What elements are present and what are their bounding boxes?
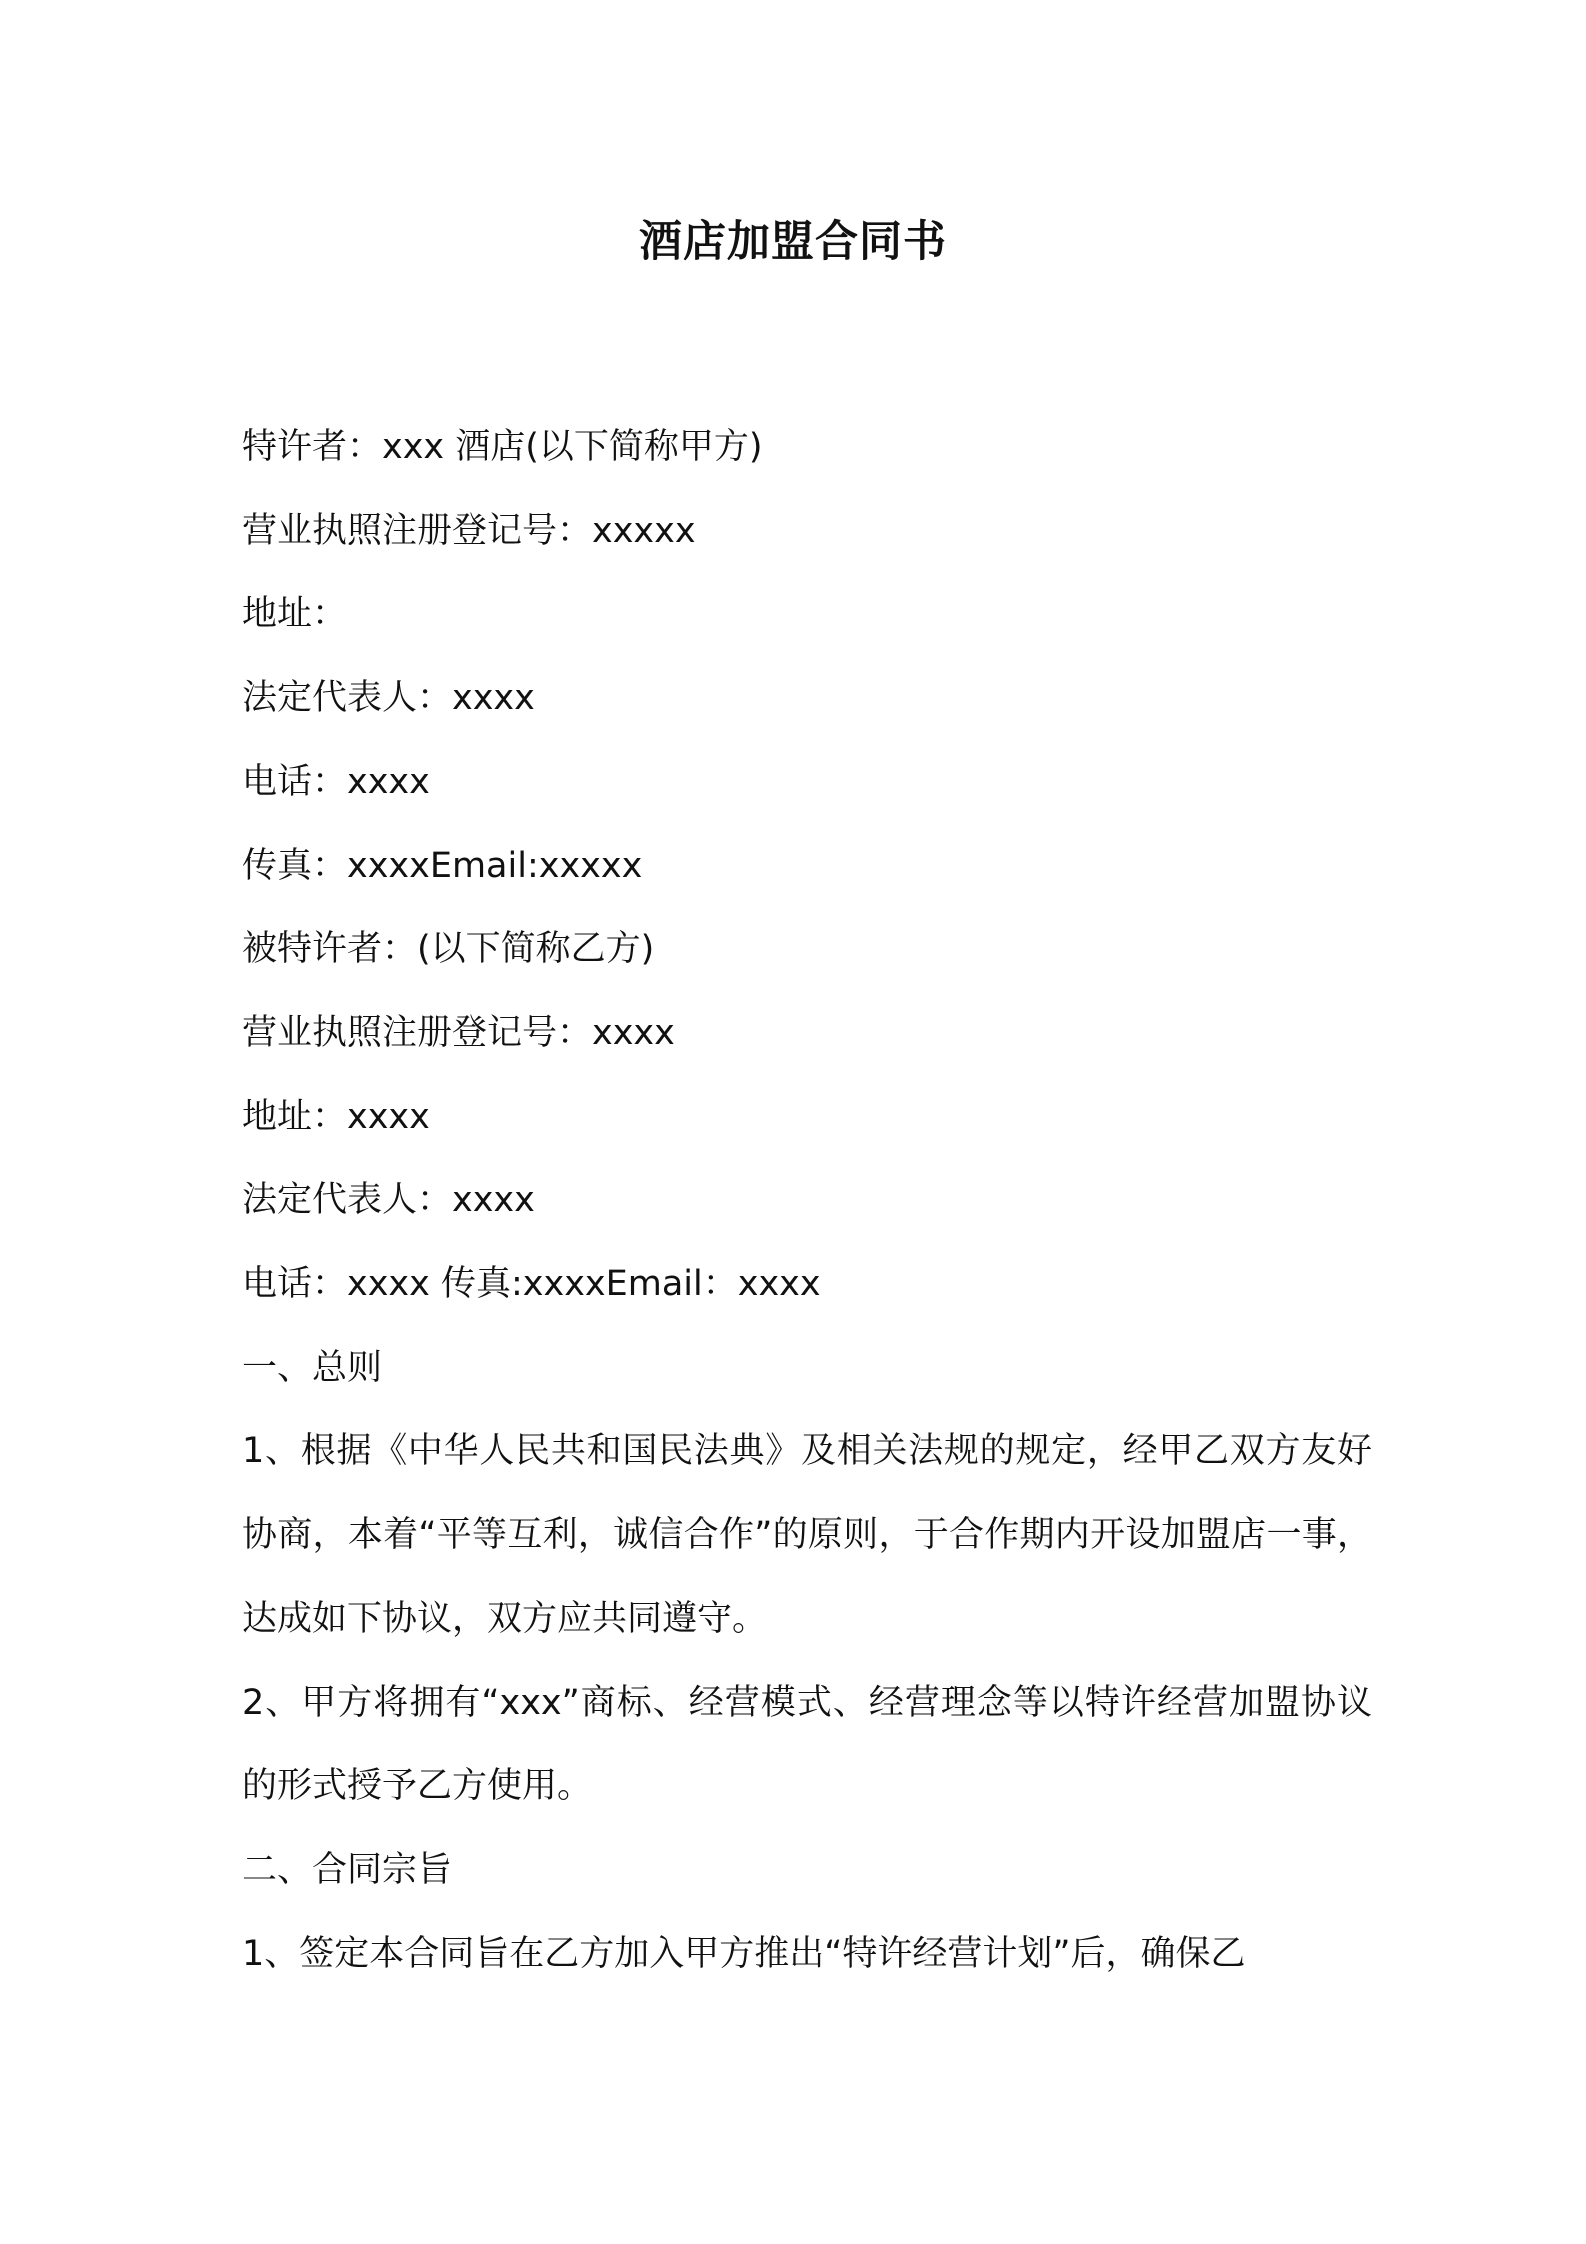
party-a-license-number: 营业执照注册登记号：xxxxx	[242, 510, 696, 551]
document-body	[242, 406, 1372, 1996]
section-general-heading: 一、总则	[242, 1347, 383, 1388]
party-b-address: 地址：xxxx	[242, 1096, 430, 1137]
party-b-contact: 电话：xxxx 传真:xxxxEmail：xxxx	[242, 1264, 821, 1305]
party-b-license-number: 营业执照注册登记号：xxxx	[242, 1012, 675, 1053]
party-a-fax-email: 传真：xxxxEmail:xxxxx	[242, 845, 643, 886]
party-a-phone: 电话：xxxx	[242, 761, 430, 802]
section-purpose-clause-1: 1、签定本合同旨在乙方加入甲方推出“特许经营计划”后，确保乙	[242, 1933, 1246, 1974]
party-a-name: 特许者：xxx 酒店(以下简称甲方)	[242, 427, 763, 467]
party-a-address: 地址：	[242, 594, 348, 635]
section-general-clause-1: 1、根据《中华人民共和国民法典》及相关法规的规定，经甲乙双方友好协商，本着“平等互利，诚信合作”的原则，于合作期内开设加盟店一事，达成如下协议，双方应共同遵守。	[242, 1431, 1372, 1639]
section-purpose-heading: 二、合同宗旨	[242, 1849, 453, 1890]
document-title: 酒店加盟合同书	[639, 217, 947, 267]
party-a-legal-representative: 法定代表人：xxxx	[242, 678, 535, 719]
party-b-legal-representative: 法定代表人：xxxx	[242, 1180, 535, 1221]
party-b-name: 被特许者：(以下简称乙方)	[242, 929, 655, 970]
section-general-clause-2: 2、甲方将拥有“xxx”商标、经营模式、经营理念等以特许经营加盟协议的形式授予乙方使用。	[242, 1682, 1372, 1807]
